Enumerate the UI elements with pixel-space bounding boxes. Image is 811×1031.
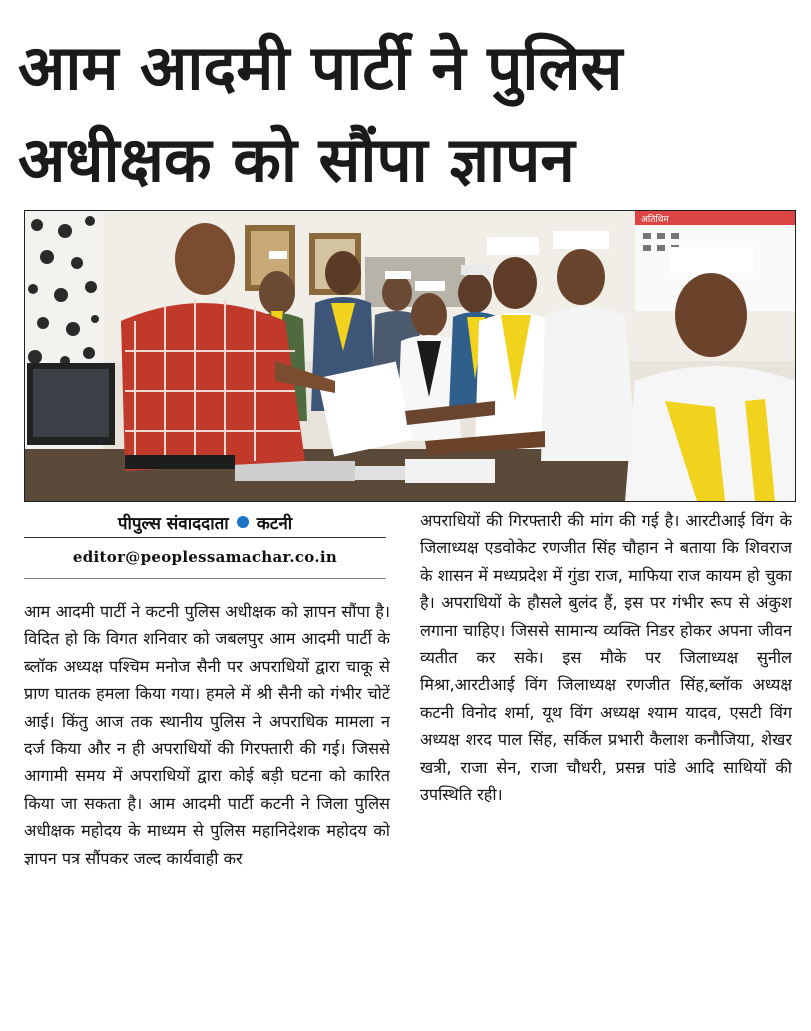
calendar-label: अतिथिम xyxy=(641,215,669,225)
byline xyxy=(24,507,386,538)
news-photo-illustration xyxy=(25,211,795,501)
headline-line-2: अधीक्षक को सौंपा ज्ञापन xyxy=(18,123,575,196)
divider xyxy=(24,578,386,579)
editor-email: editor@peoplessamachar.co.in xyxy=(72,548,338,566)
article-column-right: अपराधियों की गिरफ्तारी की मांग की गई है। आरटीआई विंग के जिलाध्यक्ष एडवोकेट रणजीत सिंह चौहान ने बताया कि शिवराज के शासन में मध्यप्रदेश में गुंडा राज, माफिया राज कायम हो चुका है। अपराधियों के हौसले बुलंद हैं, इस पर गंभीर रूप से अंकुश लगाना चाहिए। जिससे सामान्य व्यक्ति निडर होकर अपना जीवन व्यतीत कर सके। इस मौके पर जिलाध्यक्ष सुनील मिश्रा,आरटीआई विंग जिलाध्यक्ष रणजीत सिंह,ब्लॉक अध्यक्ष कटनी विनोद शर्मा, यूथ विंग अध्यक्ष श्याम यादव, एसटी विंग अध्यक्ष शरद पाल सिंह, सर्किल प्रभारी कैलाश कनौजिया, शेखर खत्री, राजा सेन, राजा चौधरी, प्रसन्न पांडे आदि साथियों की उपस्थिति रही। xyxy=(420,511,792,805)
bullet-dot-icon xyxy=(237,516,249,528)
article-column-left: आम आदमी पार्टी ने कटनी पुलिस अधीक्षक को ज्ञापन सौंपा है। विदित हो कि विगत शनिवार को जबलपुर आम आदमी पार्टी के ब्लॉक अध्यक्ष पश्चिम मनोज सैनी पर अपराधियों द्वारा चाकू से प्राण घातक हमला किया गया। हमले में श्री सैनी को गंभीर चोटें आई। किंतु आज तक स्थानीय पुलिस ने अपराधिक मामला न दर्ज किया और न ही अपराधियों की गिरफ्तारी की गई। जिससे आगामी समय में अपराधियों द्वारा कोई बड़ी घटना को कारित किया जा सकता है। आम आदमी पार्टी कटनी ने जिला पुलिस अधीक्षक महोदय के माध्यम से पुलिस महानिदेशक महोदय को ज्ञापन पत्र सौंपकर जल्द कार्यवाही कर xyxy=(24,602,390,868)
byline-city: कटनी xyxy=(256,513,293,534)
news-photo xyxy=(24,210,796,502)
byline-reporter: पीपुल्स संवाददाता xyxy=(117,513,229,534)
headline-line-1: आम आदमी पार्टी ने पुलिस xyxy=(18,31,623,104)
headline xyxy=(18,22,798,206)
